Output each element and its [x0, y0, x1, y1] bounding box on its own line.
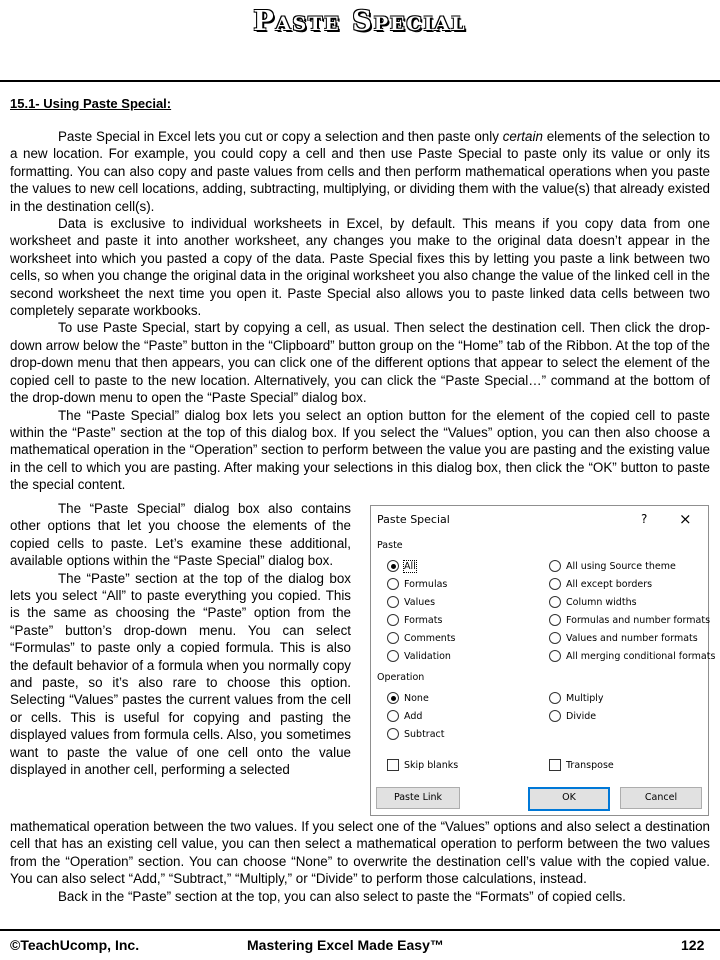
paste-group-label: Paste — [377, 540, 403, 551]
p1-emphasis: certain — [502, 129, 543, 144]
body-text — [10, 128, 710, 494]
option-label: All except borders — [566, 578, 653, 590]
radio-icon[interactable] — [387, 614, 399, 626]
trailing-text — [10, 818, 710, 905]
radio-icon[interactable] — [549, 650, 561, 662]
option-label: Formulas — [404, 578, 448, 590]
paste-option-source-theme[interactable] — [549, 560, 676, 572]
page-title: Paste Special — [253, 6, 467, 37]
option-label: Validation — [404, 650, 451, 662]
operation-option-subtract[interactable] — [387, 728, 444, 740]
radio-selected-icon[interactable] — [387, 560, 399, 572]
option-label: Divide — [566, 710, 597, 722]
footer-page-number: 122 — [681, 937, 705, 953]
p1-text-a: Paste Special in Excel lets you cut or copy a selection and then paste only — [58, 129, 503, 144]
wrapped-text — [10, 500, 351, 779]
option-label: Skip blanks — [404, 759, 459, 771]
operation-group-label: Operation — [377, 672, 425, 683]
radio-icon[interactable] — [549, 578, 561, 590]
radio-icon[interactable] — [549, 710, 561, 722]
option-label: All — [404, 560, 416, 572]
radio-icon[interactable] — [549, 560, 561, 572]
option-label: All using Source theme — [566, 560, 676, 572]
paste-option-formulas-number-formats[interactable] — [549, 614, 710, 626]
option-label: Column widths — [566, 596, 637, 608]
operation-option-divide[interactable] — [549, 710, 596, 722]
paste-option-merging-conditional[interactable] — [549, 650, 715, 662]
radio-icon[interactable] — [387, 710, 399, 722]
radio-icon[interactable] — [387, 650, 399, 662]
option-label: Multiply — [566, 692, 604, 704]
paragraph-6: The “Paste” section at the top of the dialog box lets you select “All” to paste everything you copied. This is the same as choosing the “Paste” option from the “Paste” button’s drop-down menu. You can select “Formulas” to paste only a copied formula. This is also the default behavior of a formula when you normally copy and paste, so it’s also rare to choose this option. Selecting “Values” pastes the current values from the cell or cells. This is useful for copying and pasting the displayed values from formula cells. Also, you sometimes want to paste the value of one cell onto the value displayed in another cell, performing a selected — [10, 570, 351, 778]
dialog-title: Paste Special — [377, 513, 450, 526]
paste-option-column-widths[interactable] — [549, 596, 637, 608]
paragraph-3: To use Paste Special, start by copying a cell, as usual. Then select the destination cell. Then click the drop-down arrow below the “Paste” button in the “Clipboard” button group on the “Home” tab of the Ribbon. At the top of the drop-down menu that then appears, you can click one of the different options that appear to select the element of the copied cell to paste to the new location. Alternatively, you can click the “Paste Special…” command at the bottom of the drop-down menu to open the “Paste Special” dialog box. — [10, 320, 710, 406]
paste-option-formulas[interactable] — [387, 578, 447, 590]
skip-blanks-checkbox[interactable] — [387, 759, 458, 771]
radio-icon[interactable] — [549, 692, 561, 704]
radio-icon[interactable] — [387, 596, 399, 608]
paste-link-button[interactable]: Paste Link — [376, 787, 460, 809]
transpose-checkbox[interactable] — [549, 759, 614, 771]
paragraph-2: Data is exclusive to individual worksheets in Excel, by default. This means if you copy data from one worksheet and paste it into another worksheet, any changes you make to the original data doesn’t appear in the worksheet into which you pasted a copy of the data. Paste Special fixes this by letting you paste a link between two cells, so when you change the original data in the original worksheet you also change the value of the linked cell in the second worksheet the next time you open it. Paste Special also allows you to paste linked data cells between two completely separate workbooks. — [10, 216, 710, 319]
option-label: Formulas and number formats — [566, 614, 711, 626]
footer-divider — [0, 929, 720, 931]
option-label: None — [404, 692, 429, 704]
option-label: All merging conditional formats — [566, 650, 716, 662]
radio-icon[interactable] — [387, 728, 399, 740]
paragraph-7: Back in the “Paste” section at the top, you can also select to paste the “Formats” of copied cells. — [58, 888, 626, 904]
radio-icon[interactable] — [549, 632, 561, 644]
paragraph-1 — [10, 128, 710, 215]
radio-icon[interactable] — [549, 614, 561, 626]
radio-selected-icon[interactable] — [387, 692, 399, 704]
paste-option-values[interactable] — [387, 596, 435, 608]
paste-option-validation[interactable] — [387, 650, 451, 662]
radio-icon[interactable] — [387, 578, 399, 590]
operation-option-multiply[interactable] — [549, 692, 604, 704]
operation-option-none[interactable] — [387, 692, 429, 704]
option-label: Add — [404, 710, 423, 722]
option-label: Comments — [404, 632, 456, 644]
option-label: Transpose — [566, 759, 614, 771]
paste-option-except-borders[interactable] — [549, 578, 652, 590]
paste-option-all[interactable] — [387, 560, 416, 572]
help-icon[interactable]: ? — [641, 512, 648, 526]
paste-special-dialog — [370, 505, 716, 816]
radio-icon[interactable] — [387, 632, 399, 644]
option-label: Subtract — [404, 728, 445, 740]
checkbox-icon[interactable] — [549, 759, 561, 771]
paragraph-6-continued: mathematical operation between the two values. If you select one of the “Values” options and also select a destination cell that has an existing cell value, you can then select a mathematical operation to perform between the two values from the “Operation” section. You can choose “None” to overwrite the destination cell’s value with the copied value. You can also select “Add,” “Subtract,” “Multiply,” or “Divide” to perform those calculations, instead. — [10, 819, 710, 887]
paste-option-values-number-formats[interactable] — [549, 632, 698, 644]
option-label: Values and number formats — [566, 632, 698, 644]
ok-button[interactable]: OK — [528, 787, 610, 811]
header-divider — [0, 80, 720, 82]
paragraph-4: The “Paste Special” dialog box lets you select an option button for the element of the copied cell to paste within the “Paste” section at the top of this dialog box. If you select the “Values” option, you can then also choose a mathematical operation in the “Operation” section to perform between the value you are pasting and the existing value in the cell to which you are pasting. After making your selections in this dialog box, then click the “OK” button to paste the special content. — [10, 407, 710, 493]
paragraph-5: The “Paste Special” dialog box also contains other options that let you choose the elements of the copied cells to paste. Let’s examine these additional, available options within the “Paste Special” dialog box. — [10, 501, 351, 569]
checkbox-icon[interactable] — [387, 759, 399, 771]
p1-text-b: elements of the selection to a new location. For example, you could copy a cell and then use Paste Special to paste only its value or only its formatting. You can also copy and paste values from cells and then perform mathematical operations when you paste the values to new cell locations, adding, subtracting, multiplying, or dividing them with the value(s) that already existed in the destination cell(s). — [10, 129, 710, 214]
radio-icon[interactable] — [549, 596, 561, 608]
close-icon[interactable]: × — [679, 510, 692, 528]
option-label: Values — [404, 596, 436, 608]
paste-option-formats[interactable] — [387, 614, 442, 626]
footer-company: ©TeachUcomp, Inc. — [10, 937, 140, 953]
footer-book-title: Mastering Excel Made Easy™ — [247, 937, 444, 953]
section-heading: 15.1- Using Paste Special: — [10, 96, 172, 111]
operation-option-add[interactable] — [387, 710, 422, 722]
option-label: Formats — [404, 614, 443, 626]
cancel-button[interactable]: Cancel — [620, 787, 702, 809]
paste-option-comments[interactable] — [387, 632, 456, 644]
